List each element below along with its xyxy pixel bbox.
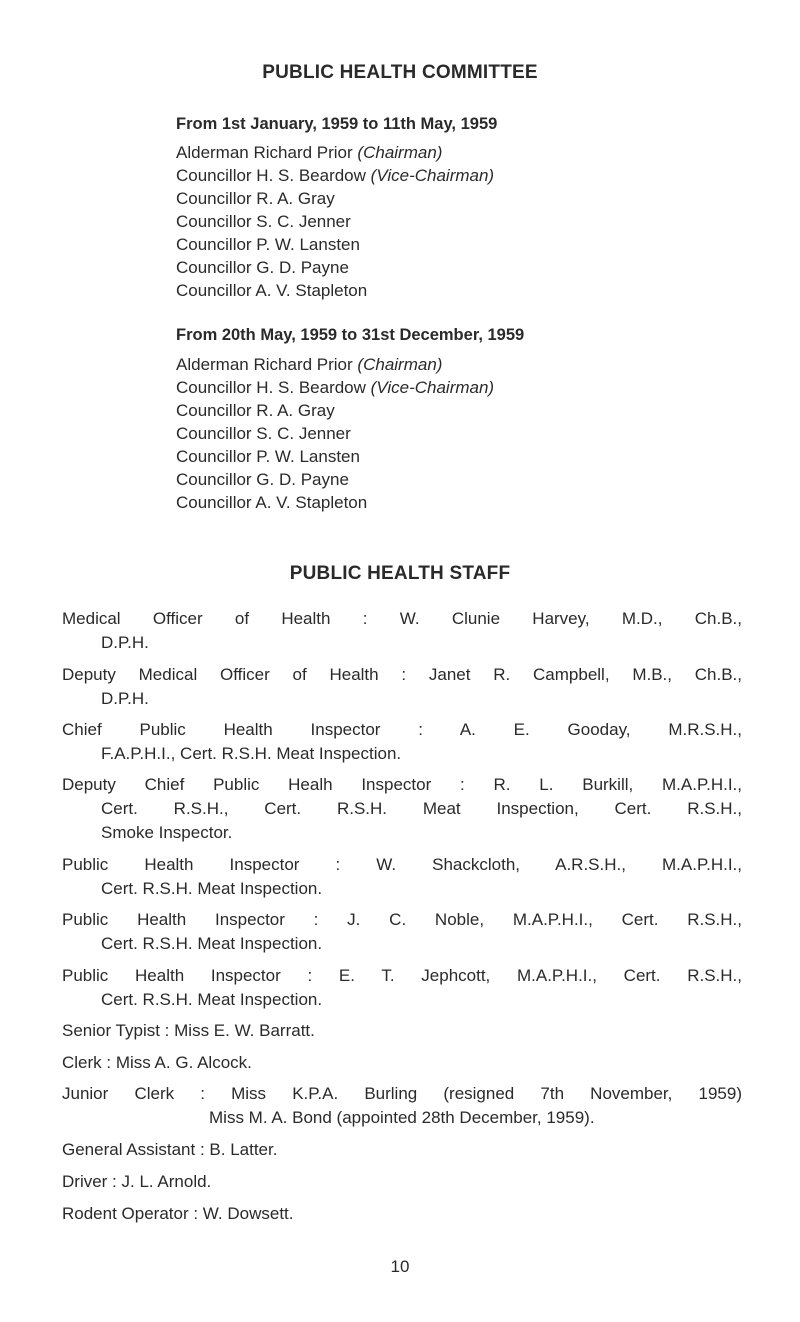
member-line [176,164,494,187]
member-line [176,279,494,302]
staff-entry [62,908,742,956]
staff-entry-continuation: Cert. R.S.H. Meat Inspection. [101,879,323,898]
member-name: Councillor H. S. Beardow [176,378,366,397]
staff-entry-line: Public Health Inspector : J. C. Noble, M.A.P.H.I., Cert. R.S.H., [62,910,742,929]
member-line [176,445,494,468]
staff-entry-line: Clerk : Miss A. G. Alcock. [62,1053,252,1072]
staff-entry-continuation: D.P.H. [101,633,149,652]
staff-entry-line: General Assistant : B. Latter. [62,1140,278,1159]
staff-entry-line: Public Health Inspector : E. T. Jephcott, M.A.P.H.I., Cert. R.S.H., [62,966,742,985]
staff-entry-continuation: F.A.P.H.I., Cert. R.S.H. Meat Inspection. [101,744,402,763]
staff-entry-continuation: D.P.H. [101,689,149,708]
member-name: Councillor P. W. Lansten [176,447,360,466]
period-2-member-list [176,353,494,514]
member-line [176,187,494,210]
member-line [176,256,494,279]
period-1-member-list [176,141,494,302]
member-name: Councillor P. W. Lansten [176,235,360,254]
staff-entry [62,964,742,1012]
member-name: Alderman Richard Prior [176,355,353,374]
page-number: 10 [390,1257,410,1276]
staff-entry [62,1082,742,1130]
committee-heading: PUBLIC HEALTH COMMITTEE [262,62,538,83]
member-name: Councillor A. V. Stapleton [176,281,368,300]
staff-entry-continuation: Smoke Inspector. [101,823,233,842]
member-line [176,491,494,514]
member-line [176,233,494,256]
staff-entry-line: Senior Typist : Miss E. W. Barratt. [62,1021,315,1040]
period-1-title: From 1st January, 1959 to 11th May, 1959 [176,115,498,133]
member-name: Councillor A. V. Stapleton [176,493,368,512]
member-line [176,141,494,164]
staff-entry-line: Deputy Medical Officer of Health : Janet R. Campbell, M.B., Ch.B., [62,665,742,684]
staff-entry [62,1202,742,1226]
staff-entry-line: Chief Public Health Inspector : A. E. Gooday, M.R.S.H., [62,720,742,739]
staff-entry-continuation: Miss M. A. Bond (appointed 28th December, 1959). [209,1108,595,1127]
staff-entry-line: Medical Officer of Health : W. Clunie Harvey, M.D., Ch.B., [62,609,742,628]
member-line [176,422,494,445]
member-role: (Vice-Chairman) [370,378,495,397]
member-name: Councillor G. D. Payne [176,470,349,489]
member-line [176,399,494,422]
staff-entry [62,1051,742,1075]
staff-entry [62,718,742,766]
staff-entry-continuation: Cert. R.S.H., Cert. R.S.H. Meat Inspection, Cert. R.S.H., [101,799,742,818]
member-line [176,468,494,491]
staff-entry-line: Driver : J. L. Arnold. [62,1172,212,1191]
member-line [176,353,494,376]
staff-entry-continuation: Cert. R.S.H. Meat Inspection. [101,990,323,1009]
member-name: Councillor S. C. Jenner [176,424,351,443]
member-name: Alderman Richard Prior [176,143,353,162]
member-name: Councillor S. C. Jenner [176,212,351,231]
staff-entry-line: Deputy Chief Public Healh Inspector : R. L. Burkill, M.A.P.H.I., [62,775,742,794]
member-role: (Chairman) [357,355,443,374]
staff-entry [62,1138,742,1162]
member-name: Councillor R. A. Gray [176,189,335,208]
member-name: Councillor R. A. Gray [176,401,335,420]
staff-entry-continuation: Cert. R.S.H. Meat Inspection. [101,934,323,953]
staff-entry [62,1170,742,1194]
staff-entry [62,607,742,655]
staff-entry-line: Junior Clerk : Miss K.P.A. Burling (resigned 7th November, 1959) [62,1084,742,1103]
period-2-title: From 20th May, 1959 to 31st December, 1959 [176,326,525,344]
member-role: (Vice-Chairman) [370,166,495,185]
member-name: Councillor G. D. Payne [176,258,349,277]
staff-entry [62,663,742,711]
staff-entry [62,1019,742,1043]
member-name: Councillor H. S. Beardow [176,166,366,185]
staff-heading: PUBLIC HEALTH STAFF [289,563,511,584]
member-role: (Chairman) [357,143,443,162]
member-line [176,210,494,233]
staff-entry-line: Public Health Inspector : W. Shackcloth, A.R.S.H., M.A.P.H.I., [62,855,742,874]
staff-entry [62,853,742,901]
staff-entry-line: Rodent Operator : W. Dowsett. [62,1204,294,1223]
staff-entry [62,773,742,845]
member-line [176,376,494,399]
